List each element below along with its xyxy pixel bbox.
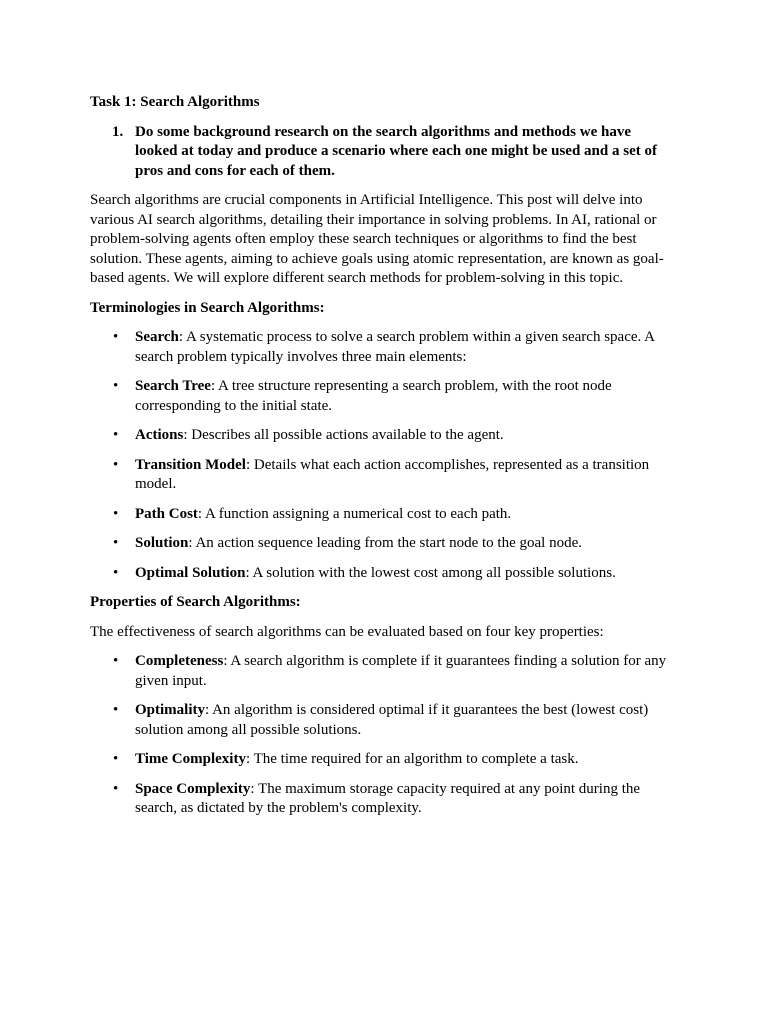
list-item <box>90 505 675 525</box>
property-label: Optimality <box>135 702 205 718</box>
property-description: : The time required for an algorithm to complete a task. <box>245 751 579 767</box>
term-description: : Details what each action accomplishes, represented as a transition model. <box>135 456 650 492</box>
list-item <box>90 328 675 367</box>
term-label: Search <box>135 329 179 345</box>
property-label: Space Complexity <box>135 780 251 797</box>
property-description: : The maximum storage capacity required at any point during the search, as dictated by the problem's complexity. <box>135 780 641 816</box>
list-item <box>90 534 675 554</box>
intro-paragraph: Search algorithms are crucial components in Artificial Intelligence. This post will delve into various AI search algorithms, detailing their importance in solving problems. In AI, rational or problem-solving agents often employ these search techniques or algorithms to find the best solution. These agents, aiming to achieve goals using atomic representation, are known as goal-based agents. We will explore different search methods for problem-solving in this topic. <box>90 192 664 286</box>
term-label: Actions <box>135 427 184 443</box>
bullet-icon: • <box>113 505 119 522</box>
term-label: Transition Model <box>135 456 246 473</box>
task-title: Task 1: Search Algorithms <box>90 94 260 110</box>
list-item <box>90 701 675 740</box>
property-label: Completeness <box>135 653 224 669</box>
bullet-icon: • <box>113 456 119 473</box>
question-number: 1. <box>112 123 124 140</box>
list-item <box>90 652 675 691</box>
list-item <box>90 377 675 416</box>
term-description: : A function assigning a numerical cost to each path. <box>197 505 512 522</box>
bullet-icon: • <box>113 378 119 394</box>
term-description: : A systematic process to solve a search problem within a given search space. A search problem typically involves three main elements: <box>135 329 655 365</box>
bullet-icon: • <box>113 427 119 443</box>
property-description: : A search algorithm is complete if it guarantees finding a solution for any given input. <box>135 653 667 689</box>
terminologies-heading: Terminologies in Search Algorithms: <box>90 299 325 316</box>
list-item <box>90 426 675 446</box>
term-description: : A solution with the lowest cost among all possible solutions. <box>245 564 616 581</box>
bullet-icon: • <box>113 751 119 767</box>
term-description: : Describes all possible actions available to the agent. <box>183 427 504 443</box>
properties-heading: Properties of Search Algorithms: <box>90 594 301 610</box>
list-item <box>90 564 675 584</box>
bullet-icon: • <box>113 653 119 669</box>
properties-intro: The effectiveness of search algorithms can be evaluated based on four key properties: <box>90 623 604 640</box>
property-description: : An algorithm is considered optimal if it guarantees the best (lowest cost) solution among all possible solutions. <box>135 702 649 738</box>
term-description: : An action sequence leading from the start node to the goal node. <box>188 535 582 551</box>
list-item <box>90 750 675 770</box>
bullet-icon: • <box>113 329 119 345</box>
bullet-icon: • <box>113 780 119 797</box>
properties-list <box>90 652 675 819</box>
bullet-icon: • <box>113 702 119 718</box>
term-label: Solution <box>135 535 189 551</box>
term-label: Optimal Solution <box>135 564 246 581</box>
terminologies-list <box>90 328 675 583</box>
question-text: Do some background research on the search algorithms and methods we have looked at today and produce a scenario where each one might be used and a set of pros and cons for each of them. <box>135 123 657 179</box>
bullet-icon: • <box>113 535 119 551</box>
property-label: Time Complexity <box>135 751 246 767</box>
question-item <box>90 123 675 182</box>
term-description: : A tree structure representing a search problem, with the root node corresponding to the initial state. <box>135 378 612 414</box>
term-label: Search Tree <box>135 378 211 394</box>
list-item <box>90 780 675 819</box>
term-label: Path Cost <box>135 505 198 522</box>
bullet-icon: • <box>113 564 119 581</box>
document-page <box>90 93 675 829</box>
list-item <box>90 456 675 495</box>
